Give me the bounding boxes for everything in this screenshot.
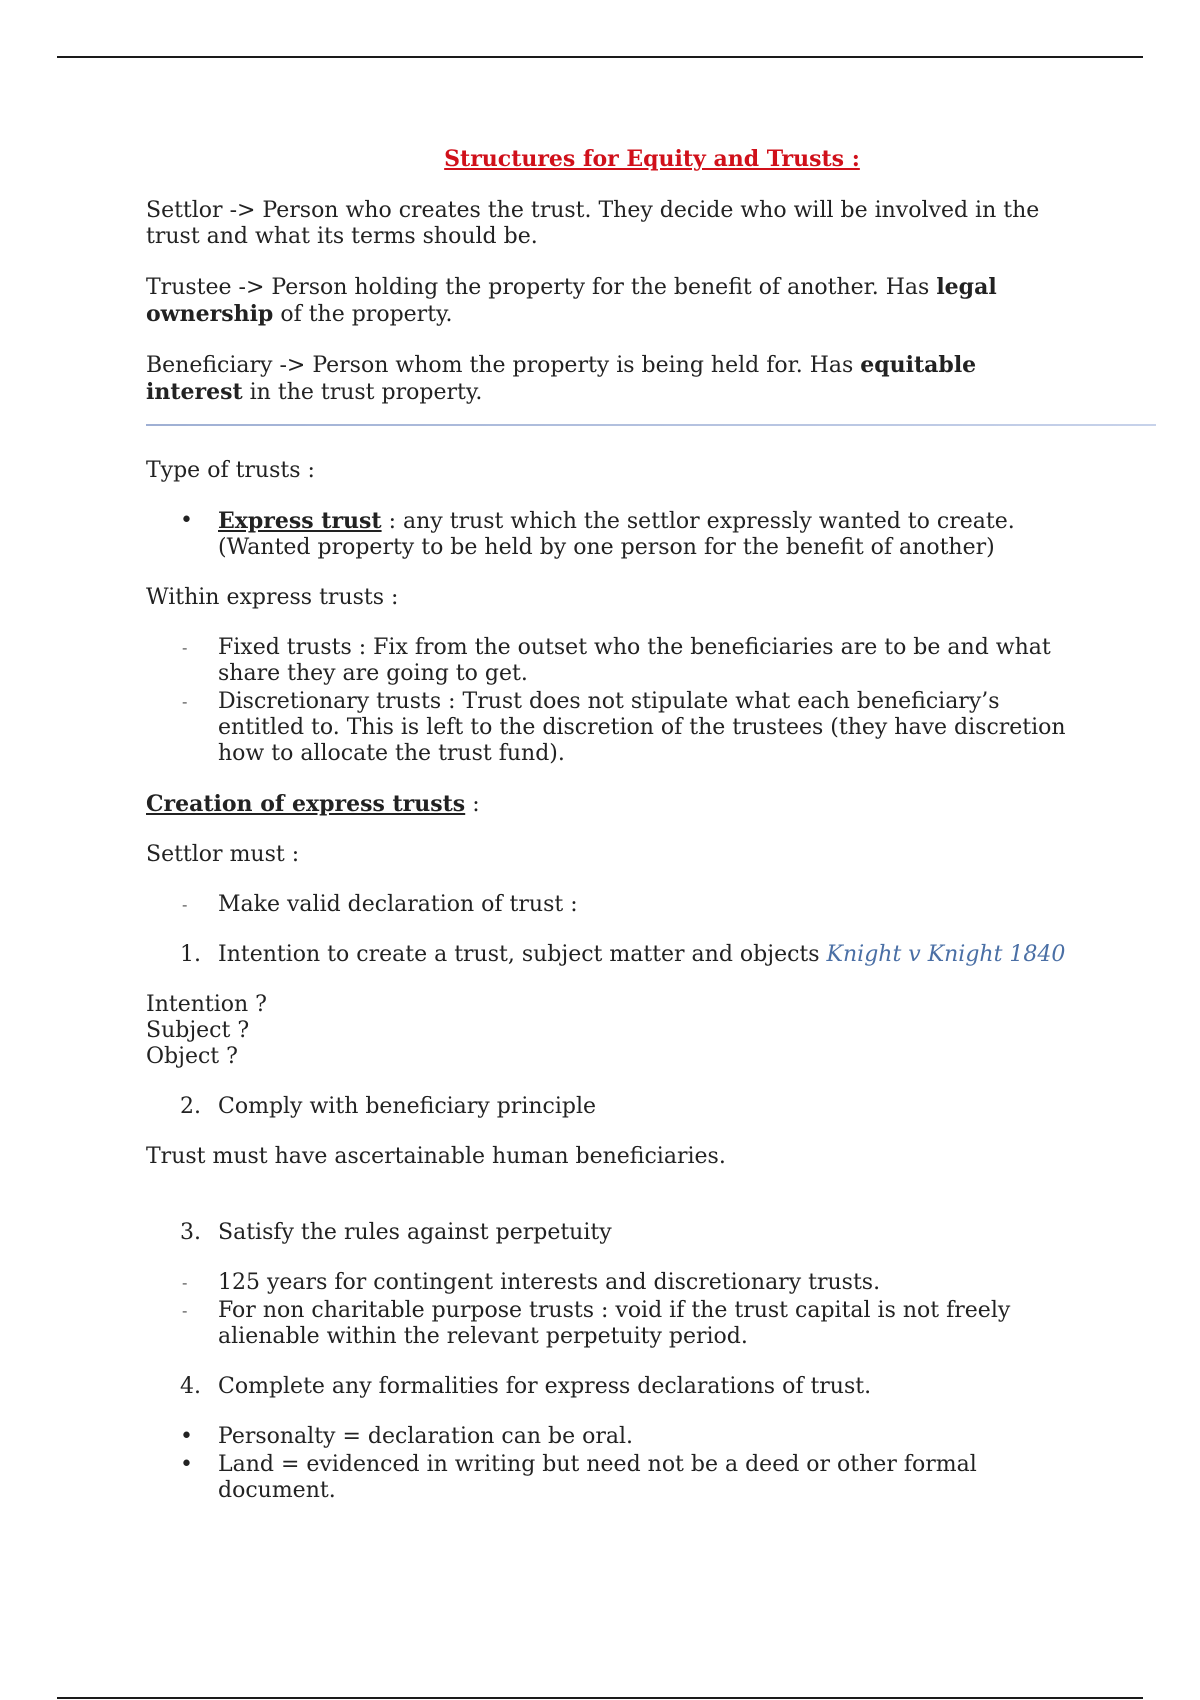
settlor-definition: Settlor -> Person who creates the trust. They decide who will be involved in the trust and what its terms should be.: [146, 198, 1040, 249]
within-list: [146, 635, 1076, 767]
list-item-text: Make valid declaration of trust :: [218, 892, 578, 917]
beneficiary-bold: equitable interest: [146, 352, 977, 405]
bullet-icon: •: [180, 508, 193, 533]
list-item-text: For non charitable purpose trusts : void if the trust capital is not freely alienable within the relevant perpetuity period.: [218, 1298, 1011, 1349]
perpetuity-list: [146, 1270, 1076, 1350]
bullet-icon: •: [180, 1424, 193, 1449]
list-item: [146, 1270, 1076, 1296]
list-item: [146, 1424, 1076, 1450]
trustee-bold: legal ownership: [146, 274, 997, 327]
document-page: [146, 144, 1076, 1528]
dash-icon: -: [182, 1301, 188, 1320]
requirement-1: [146, 942, 1076, 968]
requirement-4: [146, 1374, 1076, 1400]
list-item: [146, 635, 1076, 687]
within-heading: Within express trusts :: [146, 585, 399, 610]
dash-icon: -: [182, 638, 188, 657]
numbered-item-text: Intention to create a trust, subject matter and objects: [218, 942, 827, 967]
dash-icon: -: [182, 1273, 188, 1292]
express-trust-term: Express trust: [218, 508, 382, 534]
question-line: Intention ?: [146, 992, 267, 1017]
bottom-rule: [57, 1697, 1143, 1699]
list-item-text: Fixed trusts : Fix from the outset who the beneficiaries are to be and what share they are going to get.: [218, 635, 1051, 686]
dash-icon: -: [182, 895, 188, 914]
item-number: 4.: [180, 1374, 201, 1399]
item-number: 1.: [180, 942, 201, 967]
declaration-list: [146, 892, 1076, 918]
ascertainable-text: Trust must have ascertainable human beneficiaries.: [146, 1144, 726, 1169]
list-item: [146, 508, 1076, 561]
list-item: [146, 689, 1076, 767]
beneficiary-text: Beneficiary -> Person whom the property is being held for. Has: [146, 353, 861, 378]
requirement-2: [146, 1094, 1076, 1120]
numbered-item-text: Complete any formalities for express declarations of trust.: [218, 1374, 872, 1399]
list-item-text: Personalty = declaration can be oral.: [218, 1424, 633, 1449]
question-lines: [146, 992, 1076, 1070]
bullet-icon: •: [180, 1452, 193, 1477]
list-item-text: Discretionary trusts : Trust does not stipulate what each beneficiary’s entitled to. This is left to the discretion of the trustees (they have discretion how to allocate the trust fund).: [218, 689, 1066, 766]
requirement-3: [146, 1220, 1076, 1246]
list-item: [146, 1452, 1076, 1504]
list-item-text: Land = evidenced in writing but need not be a deed or other formal document.: [218, 1452, 977, 1503]
creation-heading-text: Creation of express trusts: [146, 791, 466, 817]
case-citation: Knight v Knight 1840: [826, 942, 1066, 967]
numbered-item-text: Satisfy the rules against perpetuity: [218, 1220, 612, 1245]
trustee-definition: [146, 274, 1076, 328]
list-item-text: 125 years for contingent interests and discretionary trusts.: [218, 1270, 881, 1295]
types-heading: Type of trusts :: [146, 458, 315, 483]
creation-heading: [146, 791, 1076, 818]
page-title: Structures for Equity and Trusts :: [444, 146, 860, 172]
types-list: [146, 508, 1076, 561]
beneficiary-tail: in the trust property.: [242, 380, 483, 405]
section-divider: [146, 424, 1156, 426]
list-item: [146, 1298, 1076, 1350]
dash-icon: -: [182, 692, 188, 711]
settlor-must: Settlor must :: [146, 842, 300, 867]
trustee-tail: of the property.: [273, 302, 453, 327]
top-rule: [57, 56, 1143, 58]
creation-heading-suffix: :: [465, 792, 480, 817]
item-number: 2.: [180, 1094, 201, 1119]
item-number: 3.: [180, 1220, 201, 1245]
trustee-text: Trustee -> Person holding the property for the benefit of another. Has: [146, 275, 937, 300]
numbered-item: [146, 1374, 1076, 1400]
numbered-item: [146, 1220, 1076, 1246]
numbered-item: [146, 942, 1076, 968]
formality-list: [146, 1424, 1076, 1504]
numbered-item-text: Comply with beneficiary principle: [218, 1094, 597, 1119]
express-trust-definition: : any trust which the settlor expressly wanted to create. (Wanted property to be held by one person for the benefit of another): [218, 509, 1015, 560]
beneficiary-definition: [146, 352, 1076, 406]
numbered-item: [146, 1094, 1076, 1120]
question-line: Subject ?: [146, 1018, 250, 1043]
list-item: [146, 892, 1076, 918]
question-line: Object ?: [146, 1044, 238, 1069]
